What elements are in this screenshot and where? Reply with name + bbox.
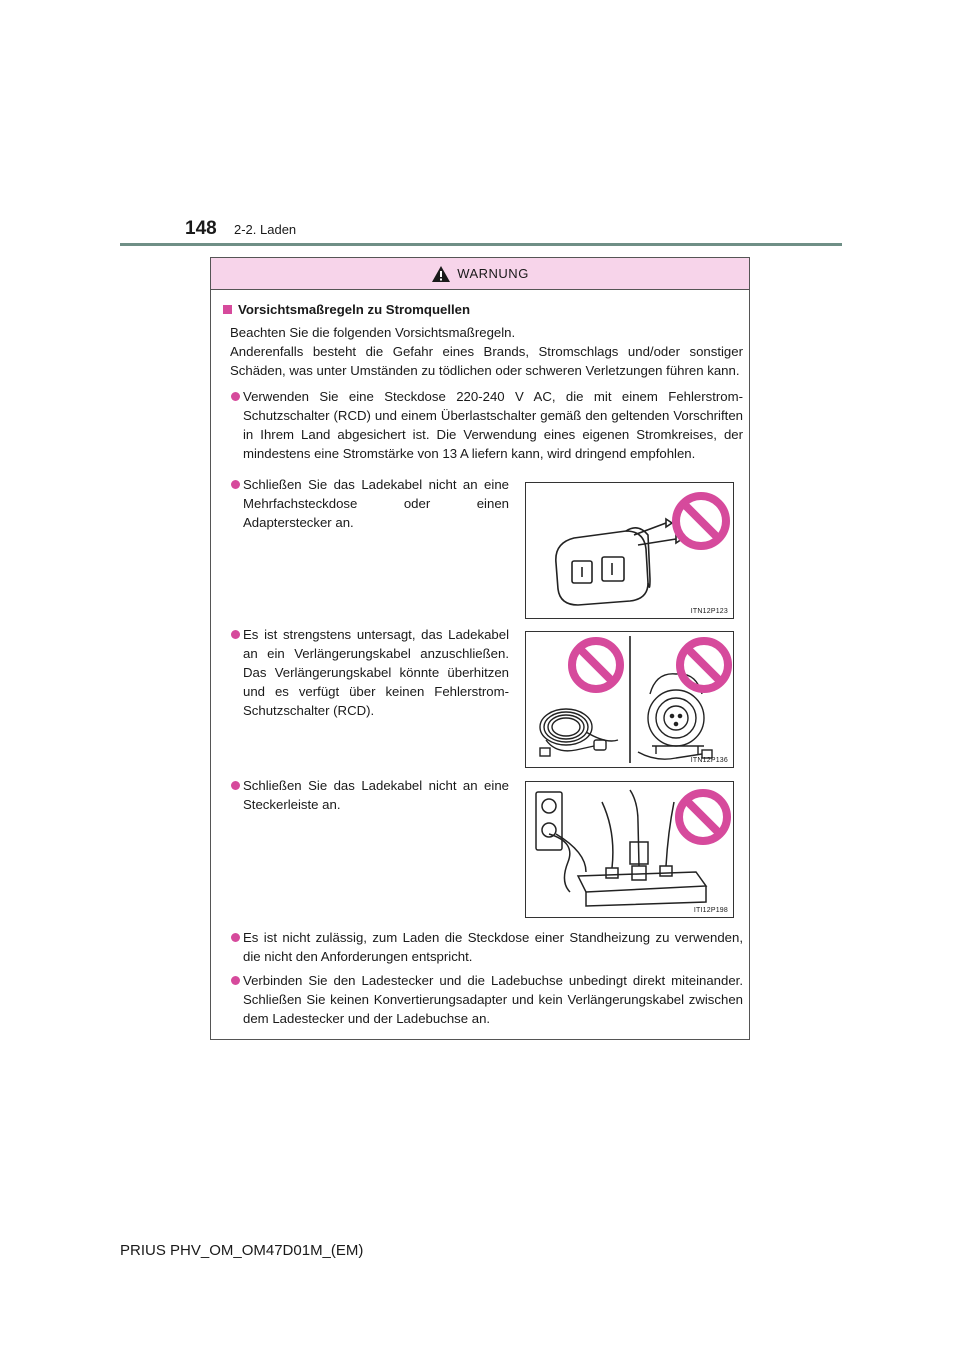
bullet-dot-icon — [231, 392, 240, 401]
adapter-plug-illustration — [526, 483, 733, 618]
bullet-power-strip — [223, 776, 509, 814]
bullet-dot-icon — [231, 630, 240, 639]
bullet-adapter — [223, 475, 509, 532]
illustration-adapter — [525, 482, 734, 619]
square-bullet-icon — [223, 305, 232, 314]
bullet-text: Verwenden Sie eine Steckdose 220-240 V AC, die mit einem Fehlerstrom-Schutzschalter (RCD) und einem Überlastschalter gemäß den geltenden Vorschriften in Ihrem Land abgesichert ist. Die Verwendung eines eigenen Stromkreises, der mindestens eine Stromstärke von 13 A liefern kann, wird dringend empfohlen. — [243, 389, 743, 461]
subheading — [223, 300, 743, 319]
bullet-text: Es ist nicht zulässig, zum Laden die Steckdose einer Standheizung zu verwenden, die nicht den Anforderungen entspricht. — [243, 930, 743, 964]
bullet-heater — [223, 928, 743, 966]
intro-line-2: Anderenfalls besteht die Gefahr eines Brands, Stromschlags und/oder sonstiger Schäden, was unter Umständen zu tödlichen oder schweren Verletzungen führen kann. — [230, 344, 743, 378]
bullet-text: Schließen Sie das Ladekabel nicht an eine Mehrfachsteckdose oder einen Adapterstecker an. — [243, 477, 509, 530]
section-title: 2-2. Laden — [234, 222, 297, 237]
bullet-text: Verbinden Sie den Ladestecker und die Ladebuchse unbedingt direkt miteinander. Schließen Sie keinen Konvertierungsadapter und kein Verlängerungskabel zwischen dem Ladestecker und der Ladebuchse an. — [243, 973, 743, 1026]
image-code: ITN12P136 — [690, 757, 728, 764]
bullet-dot-icon — [231, 781, 240, 790]
prohibition-icon — [680, 641, 728, 689]
bullet-dot-icon — [231, 976, 240, 985]
illustration-power-strip — [525, 781, 734, 918]
intro-line-1: Beachten Sie die folgenden Vorsichtsmaßregeln. — [230, 325, 516, 340]
prohibition-icon — [676, 496, 726, 546]
row-extension — [223, 625, 743, 764]
page-number: 148 — [185, 218, 217, 239]
warning-content — [223, 300, 743, 463]
warning-icon — [431, 265, 451, 283]
row-power-strip — [223, 776, 743, 914]
bullet-dot-icon — [231, 933, 240, 942]
warning-title: WARNUNG — [457, 266, 529, 281]
header-rule — [120, 243, 842, 246]
warning-box — [210, 257, 750, 1040]
bullet-outlet — [223, 387, 743, 463]
footer-doc-code: PRIUS PHV_OM_OM47D01M_(EM) — [120, 1242, 364, 1259]
power-strip-illustration — [526, 782, 733, 917]
prohibition-icon — [572, 641, 620, 689]
warning-header — [211, 258, 749, 290]
subheading-text: Vorsichtsmaßregeln zu Stromquellen — [238, 302, 471, 317]
bullet-extension — [223, 625, 509, 720]
bullet-dot-icon — [231, 480, 240, 489]
bullet-text: Es ist strengstens untersagt, das Ladekabel an ein Verlängerungskabel anzuschließen. Das Verlängerungskabel könnte überhitzen und es verfügt über keinen Fehlerstrom-Schutzschalter (RCD). — [243, 627, 509, 718]
bullet-text: Schließen Sie das Ladekabel nicht an eine Steckerleiste an. — [243, 778, 509, 812]
prohibition-icon — [679, 793, 727, 841]
warning-content-bottom — [223, 928, 743, 1028]
image-code: ITN12P123 — [690, 608, 728, 615]
image-code: ITI12P198 — [693, 907, 728, 914]
illustration-extension — [525, 631, 734, 768]
bullet-direct-connect — [223, 971, 743, 1028]
row-adapter — [223, 475, 743, 615]
extension-cable-illustration — [526, 632, 733, 767]
